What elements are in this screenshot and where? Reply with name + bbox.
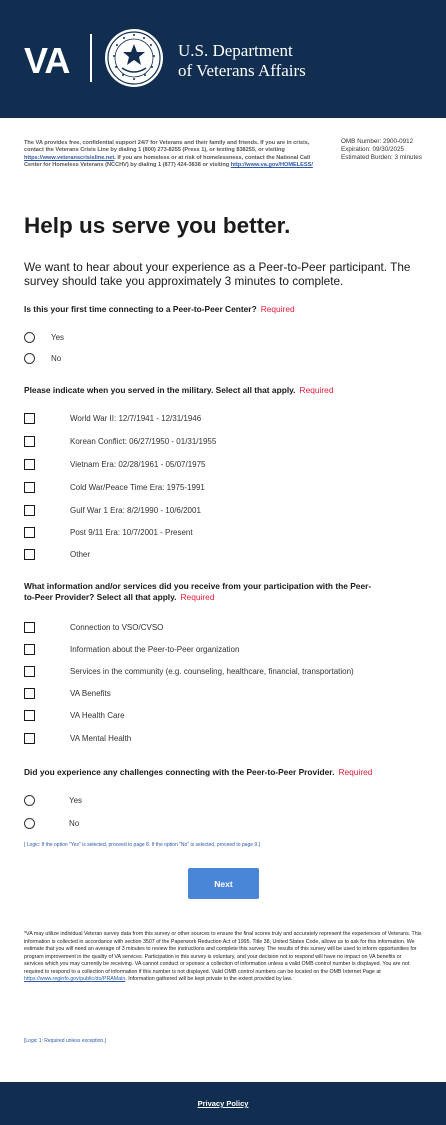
checkbox[interactable] (24, 527, 35, 538)
option-label: Services in the community (e.g. counseling, healthcare, financial, transportation) (70, 666, 354, 676)
q2-option-gulf-war[interactable] (24, 502, 201, 518)
va-seal-icon (104, 28, 164, 88)
option-label: Information about the Peer-to-Peer organization (70, 644, 240, 654)
q3-option-p2p-info[interactable] (24, 641, 240, 657)
option-label: Vietnam Era: 02/28/1961 - 05/07/1975 (70, 459, 206, 469)
checkbox[interactable] (24, 644, 35, 655)
q1-option-yes[interactable] (24, 329, 65, 345)
checkbox[interactable] (24, 413, 35, 424)
q4-option-no[interactable] (24, 815, 80, 831)
question-challenges (24, 767, 372, 778)
q2-option-cold-war[interactable] (24, 479, 205, 495)
q3-option-va-health[interactable] (24, 707, 125, 723)
q2-option-korea[interactable] (24, 433, 217, 449)
omb-burden: Estimated Burden: 3 minutes (341, 154, 422, 162)
survey-intro: We want to hear about your experience as a Peer-to-Peer participant. The survey should take you approximately 3 minutes to complete. (24, 260, 411, 288)
option-label: Post 9/11 Era: 10/7/2001 - Present (70, 527, 193, 537)
privacy-policy-link[interactable]: Privacy Policy (197, 1099, 249, 1108)
option-label: Yes (69, 795, 83, 805)
crisis-notice (24, 140, 324, 170)
question-text-line1: What information and/or services did you receive from your participation with the Peer- (24, 581, 372, 591)
header-divider (90, 34, 92, 82)
option-label: World War II: 12/7/1941 - 12/31/1946 (70, 413, 202, 423)
option-label: Other (70, 549, 91, 559)
checkbox[interactable] (24, 459, 35, 470)
site-header (0, 0, 446, 118)
option-label: VA Mental Health (70, 733, 132, 743)
disclaimer-text-end: . Information gathered will be kept private to the extent provided by law. (125, 976, 293, 982)
question-text: Is this your first time connecting to a Peer-to-Peer Center? (24, 304, 257, 314)
department-name (178, 41, 306, 81)
crisis-text-2: . If you are homeless or at risk of homelessness, contact the National Call Center for Homeless Veterans (NCCHV) by dialing 1 (877) 424-3838 or visiting (24, 154, 311, 169)
department-line1: U.S. Department (178, 41, 293, 60)
q3-option-vso[interactable] (24, 619, 164, 635)
checkbox[interactable] (24, 622, 35, 633)
checkbox[interactable] (24, 688, 35, 699)
question-text: Did you experience any challenges connecting with the Peer-to-Peer Provider. (24, 767, 335, 777)
required-label: Required (299, 385, 334, 395)
logic-note: [ Logic: If the option "Yes" is selected, proceed to page 8. If the option "No" is selected, proceed to page 9.] (24, 842, 260, 848)
site-footer (0, 1082, 446, 1125)
required-label: Required (180, 592, 215, 602)
checkbox[interactable] (24, 733, 35, 744)
option-label: Korean Conflict: 06/27/1950 - 01/31/1955 (70, 436, 217, 446)
option-label: Cold War/Peace Time Era: 1975-1991 (70, 482, 205, 492)
question-text: Please indicate when you served in the military. Select all that apply. (24, 385, 296, 395)
checkbox[interactable] (24, 482, 35, 493)
omb-expiration: Expiration: 09/30/2025 (341, 146, 405, 154)
question-first-time (24, 304, 295, 315)
paperwork-disclaimer (24, 931, 422, 984)
q3-option-va-mental[interactable] (24, 730, 132, 746)
omb-info (341, 138, 445, 163)
question-service-era (24, 385, 334, 396)
option-label: VA Health Care (70, 710, 125, 720)
crisis-line-link[interactable]: https://www.veteranscrisisline.net (24, 154, 115, 161)
page-title: Help us serve you better. (24, 213, 291, 238)
option-label: Yes (51, 332, 65, 342)
checkbox[interactable] (24, 549, 35, 560)
q2-option-ww2[interactable] (24, 410, 202, 426)
checkbox[interactable] (24, 710, 35, 721)
radio-button[interactable] (24, 818, 35, 829)
checkbox[interactable] (24, 505, 35, 516)
omb-number: OMB Number: 2900-0912 (341, 138, 414, 145)
q3-option-community[interactable] (24, 663, 354, 679)
option-label: Gulf War 1 Era: 8/2/1990 - 10/6/2001 (70, 505, 201, 515)
q3-option-va-benefits[interactable] (24, 685, 111, 701)
va-logo-text: VA (24, 40, 70, 81)
next-button[interactable]: Next (188, 868, 259, 899)
checkbox[interactable] (24, 666, 35, 677)
question-text-line2: to-Peer Provider? Select all that apply. (24, 592, 177, 602)
homeless-link[interactable]: http://www.va.gov/HOMELESS/ (230, 162, 313, 169)
option-label: No (51, 353, 62, 363)
required-label: Required (338, 767, 373, 777)
omb-internet-link[interactable]: https://www.reginfo.gov/public/do/PRAMain (24, 976, 126, 982)
crisis-text-1: The VA provides free, confidential support 24/7 for Veterans and their family and friends. If you are in crisis, contact the Veterans Crisis Line by dialing 1 (800) 273-8255 (Press 1), or texting 838255, or visiting (24, 140, 310, 154)
q1-option-no[interactable] (24, 350, 62, 366)
option-label: VA Benefits (70, 688, 111, 698)
radio-button[interactable] (24, 795, 35, 806)
q2-option-other[interactable] (24, 546, 91, 562)
disclaimer-text: *VA may utilize individual Veteran survey data from this survey or other sources to ensure the final scores truly and accurately represent the experiences of Veterans. This information is collected in accordance with section 3507 of the Paperwork Reduction Act of 1995. Title 38, United States Code, allows us to ask for this information. We estimate that you will need an average of 3 minutes to review the instructions and complete this survey. The results of this survey will be used to inform opportunities for program improvement in the quality of VA services. Participation in this survey is voluntary, and your decision not to respond will have no impact on VA benefits or services which you may currently be receiving. VA cannot conduct or sponsor a collection of information unless a valid OMB control number is displayed. You are not required to respond to a collection of information if this number is not displayed. Valid OMB control numbers can be located on the OMB Internet Page at (24, 931, 422, 975)
checkbox[interactable] (24, 436, 35, 447)
radio-button[interactable] (24, 332, 35, 343)
q2-option-vietnam[interactable] (24, 456, 206, 472)
radio-button[interactable] (24, 353, 35, 364)
logic-note-required: [Logic 1: Required unless exception.] (24, 1038, 106, 1044)
question-services-received (24, 581, 371, 603)
department-line2: of Veterans Affairs (178, 61, 306, 80)
q2-option-post-911[interactable] (24, 524, 193, 540)
option-label: Connection to VSO/CVSO (70, 622, 164, 632)
required-label: Required (260, 304, 295, 314)
option-label: No (69, 818, 80, 828)
q4-option-yes[interactable] (24, 792, 83, 808)
